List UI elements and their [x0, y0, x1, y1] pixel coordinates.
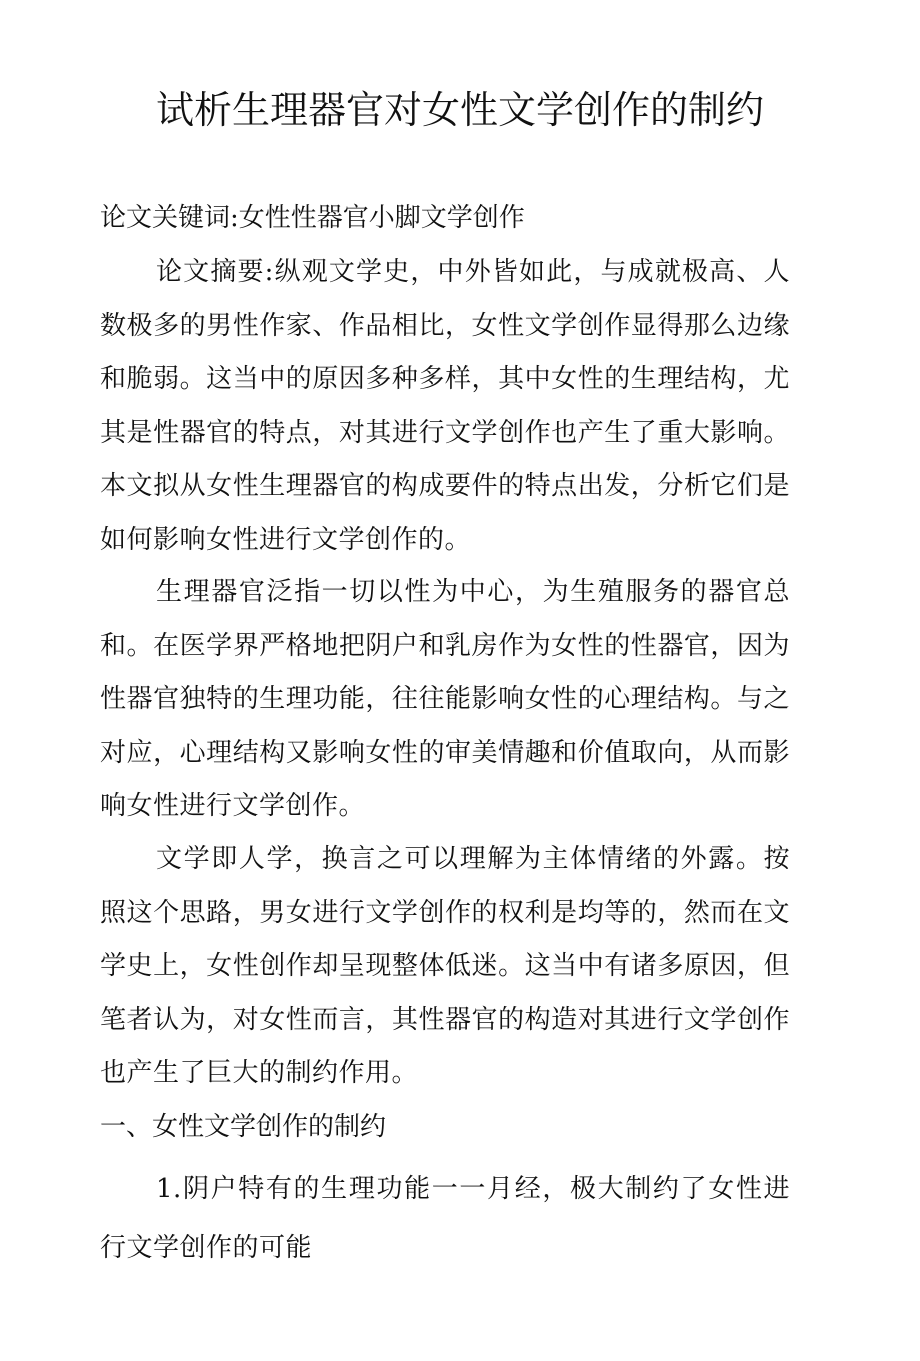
body-paragraph-literature: 文学即人学，换言之可以理解为主体情绪的外露。按照这个思路，男女进行文学创作的权利是均等的，然而在文学史上，女性创作却呈现整体低迷。这当中有诸多原因，但笔者认为，对女性而言，其性器官的构造对其进行文学创作也产生了巨大的制约作用。 — [100, 844, 790, 1088]
document-title: 试析生理器官对女性文学创作的制约 — [155, 88, 764, 132]
abstract-paragraph: 论文摘要:纵观文学史，中外皆如此，与成就极高、人数极多的男性作家、作品相比，女性文学创作显得那么边缘和脆弱。这当中的原因多种多样，其中女性的生理结构，尤其是性器官的特点，对其进行文学创作也产生了重大影响。本文拟从女性生理器官的构成要件的特点出发，分析它们是如何影响女性进行文学创作的。 — [100, 257, 790, 555]
subsection-heading: 1.阴户特有的生理功能一一月经，极大制约了女性进行文学创作的可能 — [100, 1174, 790, 1263]
keywords-line: 论文关键词:女性性器官小脚文学创作 — [100, 203, 525, 233]
section-heading: 一、女性文学创作的制约 — [100, 1112, 387, 1142]
body-paragraph-organs: 生理器官泛指一切以性为中心，为生殖服务的器官总和。在医学界严格地把阴户和乳房作为女性的性器官，因为性器官独特的生理功能，往往能影响女性的心理结构。与之对应，心理结构又影响女性的审美情趣和价值取向，从而影响女性进行文学创作。 — [100, 577, 790, 821]
